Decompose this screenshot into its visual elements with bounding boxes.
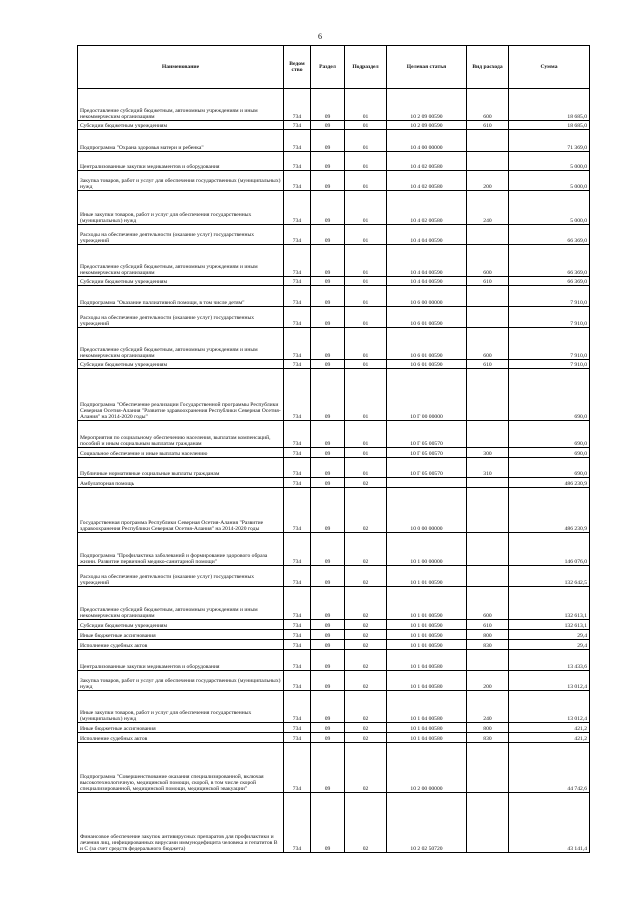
row-section: 09 <box>311 458 345 478</box>
row-name <box>78 369 284 421</box>
row-expense-type: 610 <box>467 360 509 369</box>
row-department: 734 <box>284 691 311 723</box>
row-name <box>78 478 284 488</box>
table-row <box>78 723 590 733</box>
row-sum: 421,2 <box>509 723 590 733</box>
row-section: 09 <box>311 478 345 488</box>
row-name-text: Подпрограмма "Охрана здоровья матери и ребенка" <box>80 144 204 151</box>
table-row <box>78 369 590 421</box>
row-name <box>78 458 284 478</box>
row-department: 734 <box>284 328 311 360</box>
table-row <box>78 421 590 448</box>
table-row <box>78 587 590 620</box>
row-sum: 29,4 <box>509 640 590 650</box>
row-expense-type <box>467 225 509 245</box>
row-name-text: Предоставление субсидий бюджетным, автономным учреждениям и иным некоммерческим организациям <box>80 107 258 120</box>
row-department: 734 <box>284 587 311 620</box>
row-name <box>78 245 284 277</box>
row-section: 09 <box>311 307 345 328</box>
row-department: 734 <box>284 566 311 587</box>
row-section: 09 <box>311 650 345 671</box>
table-row <box>78 225 590 245</box>
row-department: 734 <box>284 130 311 152</box>
row-department: 734 <box>284 369 311 421</box>
row-target-item: 10 4 04 00590 <box>387 225 467 245</box>
row-sum: 5 000,0 <box>509 152 590 171</box>
table-row <box>78 533 590 566</box>
header-section: Раздел <box>311 46 345 89</box>
row-name <box>78 723 284 733</box>
row-name-text: Иные бюджетные ассигнования <box>80 632 156 639</box>
row-target-item: 10 4 00 00000 <box>387 130 467 152</box>
row-sum: 71 369,0 <box>509 130 590 152</box>
row-subsection: 02 <box>345 671 387 691</box>
row-target-item: 10 4 02 00580 <box>387 191 467 225</box>
row-name-text: Амбулаторная помощь <box>80 480 135 487</box>
row-name <box>78 793 284 853</box>
row-name <box>78 671 284 691</box>
row-section: 09 <box>311 723 345 733</box>
row-target-item: 10 0 00 00000 <box>387 488 467 533</box>
row-name-text: Расходы на обеспечение деятельности (оказание услуг) государственных учреждений <box>80 573 255 586</box>
table-row <box>78 286 590 307</box>
row-target-item: 10 Г 05 00570 <box>387 448 467 458</box>
row-name <box>78 121 284 130</box>
row-sum: 43 141,4 <box>509 793 590 853</box>
header-subsection: Подраздел <box>345 46 387 89</box>
row-target-item: 10 1 04 00580 <box>387 671 467 691</box>
row-target-item: 10 4 04 00590 <box>387 245 467 277</box>
row-name <box>78 307 284 328</box>
row-subsection: 02 <box>345 478 387 488</box>
row-subsection: 01 <box>345 458 387 478</box>
row-name-text: Исполнение судебных актов <box>80 735 148 742</box>
row-subsection: 01 <box>345 369 387 421</box>
row-department: 734 <box>284 533 311 566</box>
row-name-text: Субсидии бюджетным учреждениям <box>80 361 168 368</box>
row-target-item: 10 6 01 00590 <box>387 328 467 360</box>
row-expense-type <box>467 566 509 587</box>
row-section: 09 <box>311 566 345 587</box>
table-row <box>78 488 590 533</box>
row-target-item: 10 1 04 00580 <box>387 691 467 723</box>
row-section: 09 <box>311 620 345 630</box>
row-name-text: Подпрограмма "Обеспечение реализации Государственной программы Республики Северная Осетия-Алания "Развитие здравоохранения Республики Северная Осетия-Алания" на 2014-2020 годы" <box>80 401 281 420</box>
row-target-item: 10 1 01 00590 <box>387 640 467 650</box>
row-name <box>78 448 284 458</box>
table-row <box>78 277 590 286</box>
row-section: 09 <box>311 640 345 650</box>
table-row <box>78 360 590 369</box>
row-sum: 421,2 <box>509 733 590 743</box>
row-name <box>78 630 284 640</box>
row-subsection: 02 <box>345 691 387 723</box>
row-target-item: 10 4 04 00590 <box>387 277 467 286</box>
row-target-item: 10 Г 05 00570 <box>387 458 467 478</box>
row-section: 09 <box>311 793 345 853</box>
table-row <box>78 630 590 640</box>
row-target-item: 10 2 00 00000 <box>387 743 467 793</box>
row-name-text: Централизованные закупки медикаментов и оборудования <box>80 663 220 670</box>
row-subsection: 01 <box>345 421 387 448</box>
row-target-item: 10 6 01 00590 <box>387 307 467 328</box>
row-expense-type <box>467 369 509 421</box>
row-expense-type: 610 <box>467 121 509 130</box>
row-target-item: 10 1 01 00590 <box>387 630 467 640</box>
row-target-item: 10 2 09 00590 <box>387 121 467 130</box>
row-subsection: 01 <box>345 191 387 225</box>
row-sum: 690,0 <box>509 458 590 478</box>
row-section: 09 <box>311 152 345 171</box>
row-name-text: Иные бюджетные ассигнования <box>80 725 156 732</box>
row-target-item: 10 1 00 00000 <box>387 533 467 566</box>
row-department: 734 <box>284 640 311 650</box>
row-name-text: Субсидии бюджетным учреждениям <box>80 622 168 629</box>
row-sum: 690,0 <box>509 448 590 458</box>
row-name-text: Субсидии бюджетным учреждениям <box>80 122 168 129</box>
row-section: 09 <box>311 691 345 723</box>
row-name-text: Предоставление субсидий бюджетным, автономным учреждениям и иным некоммерческим организациям <box>80 606 258 619</box>
row-name-text: Закупка товаров, работ и услуг для обеспечения государственных (муниципальных) нужд <box>80 677 281 690</box>
row-expense-type: 600 <box>467 89 509 121</box>
header-department: Ведом ство <box>284 46 311 89</box>
row-subsection: 01 <box>345 171 387 191</box>
row-section: 09 <box>311 89 345 121</box>
row-section: 09 <box>311 630 345 640</box>
row-section: 09 <box>311 171 345 191</box>
row-department: 734 <box>284 121 311 130</box>
row-expense-type: 600 <box>467 587 509 620</box>
row-name-text: Иные закупки товаров, работ и услуг для обеспечения государственных (муниципальных) нужд <box>80 709 252 722</box>
table-row <box>78 793 590 853</box>
row-expense-type: 830 <box>467 733 509 743</box>
row-section: 09 <box>311 191 345 225</box>
row-name <box>78 152 284 171</box>
row-subsection: 01 <box>345 245 387 277</box>
row-department: 734 <box>284 286 311 307</box>
row-section: 09 <box>311 587 345 620</box>
row-section: 09 <box>311 488 345 533</box>
row-name <box>78 191 284 225</box>
row-department: 734 <box>284 225 311 245</box>
row-subsection: 02 <box>345 793 387 853</box>
row-name-text: Централизованные закупки медикаментов и оборудования <box>80 163 220 170</box>
row-name-text: Предоставление субсидий бюджетным, автономным учреждениям и иным некоммерческим организациям <box>80 263 258 276</box>
row-target-item: 10 6 01 00590 <box>387 360 467 369</box>
row-subsection: 01 <box>345 328 387 360</box>
row-department: 734 <box>284 723 311 733</box>
row-expense-type <box>467 650 509 671</box>
row-department: 734 <box>284 733 311 743</box>
row-department: 734 <box>284 793 311 853</box>
row-expense-type <box>467 421 509 448</box>
row-subsection: 01 <box>345 121 387 130</box>
row-expense-type <box>467 793 509 853</box>
row-department: 734 <box>284 152 311 171</box>
table-row <box>78 191 590 225</box>
row-subsection: 01 <box>345 307 387 328</box>
row-subsection: 01 <box>345 225 387 245</box>
row-department: 734 <box>284 458 311 478</box>
row-target-item: 10 4 02 00580 <box>387 171 467 191</box>
row-sum: 13 012,4 <box>509 671 590 691</box>
row-name-text: Иные закупки товаров, работ и услуг для обеспечения государственных (муниципальных) нужд <box>80 211 252 224</box>
table-row <box>78 640 590 650</box>
row-department: 734 <box>284 245 311 277</box>
row-sum: 7 910,0 <box>509 328 590 360</box>
row-name <box>78 620 284 630</box>
row-expense-type: 800 <box>467 630 509 640</box>
row-target-item: 10 1 04 00580 <box>387 723 467 733</box>
table-row <box>78 245 590 277</box>
row-name <box>78 421 284 448</box>
table-header-row <box>78 46 590 89</box>
row-section: 09 <box>311 421 345 448</box>
row-department: 734 <box>284 620 311 630</box>
row-expense-type: 300 <box>467 448 509 458</box>
row-section: 09 <box>311 671 345 691</box>
row-name-text: Закупка товаров, работ и услуг для обеспечения государственных (муниципальных) нужд <box>80 177 281 190</box>
row-expense-type <box>467 743 509 793</box>
row-subsection: 01 <box>345 360 387 369</box>
row-sum: 146 076,0 <box>509 533 590 566</box>
row-expense-type <box>467 533 509 566</box>
row-name-text: Исполнение судебных актов <box>80 642 148 649</box>
row-subsection: 02 <box>345 488 387 533</box>
row-name-text: Публичные нормативные социальные выплаты гражданам <box>80 470 220 477</box>
row-sum: 486 230,9 <box>509 478 590 488</box>
row-name-text: Финансовое обеспечение закупок антивирусных препаратов для профилактики и лечения лиц, инфицированных вирусами иммунодефицита человека и гепатитов В и С (за счет средств федерального бюджета) <box>80 833 278 852</box>
row-expense-type <box>467 152 509 171</box>
header-target-item: Целевая статья <box>387 46 467 89</box>
row-sum: 13 433,6 <box>509 650 590 671</box>
row-subsection: 02 <box>345 620 387 630</box>
row-subsection: 02 <box>345 640 387 650</box>
row-subsection: 02 <box>345 566 387 587</box>
row-expense-type <box>467 307 509 328</box>
row-expense-type: 240 <box>467 191 509 225</box>
row-sum: 5 000,0 <box>509 171 590 191</box>
row-expense-type: 800 <box>467 723 509 733</box>
budget-table <box>77 45 590 853</box>
row-subsection: 02 <box>345 723 387 733</box>
row-expense-type <box>467 478 509 488</box>
row-expense-type <box>467 488 509 533</box>
row-name <box>78 328 284 360</box>
table-row <box>78 566 590 587</box>
row-expense-type: 610 <box>467 620 509 630</box>
row-expense-type: 200 <box>467 171 509 191</box>
row-subsection: 02 <box>345 587 387 620</box>
row-expense-type: 310 <box>467 458 509 478</box>
row-name-text: Подпрограмма "Совершенствование оказания специализированной, включая высокотехнологичную, медицинской помощи, скорой, в том числе скорой специализированной, медицинской помощи, медицинской эвакуации" <box>80 773 264 792</box>
row-sum: 66 369,0 <box>509 225 590 245</box>
row-target-item: 10 1 01 00590 <box>387 587 467 620</box>
header-name: Наименование <box>78 46 284 89</box>
row-name <box>78 277 284 286</box>
row-target-item <box>387 478 467 488</box>
row-section: 09 <box>311 225 345 245</box>
row-section: 09 <box>311 245 345 277</box>
row-sum: 132 613,1 <box>509 587 590 620</box>
row-sum: 18 685,0 <box>509 89 590 121</box>
table-row <box>78 121 590 130</box>
row-name-text: Социальное обеспечение и иные выплаты населению <box>80 450 208 457</box>
row-expense-type: 240 <box>467 691 509 723</box>
table-row <box>78 152 590 171</box>
row-sum: 690,0 <box>509 421 590 448</box>
row-target-item: 10 2 09 00590 <box>387 89 467 121</box>
row-name <box>78 171 284 191</box>
row-section: 09 <box>311 277 345 286</box>
row-sum: 44 742,6 <box>509 743 590 793</box>
table-row <box>78 171 590 191</box>
row-sum: 132 642,5 <box>509 566 590 587</box>
table-row <box>78 448 590 458</box>
row-target-item: 10 6 00 00000 <box>387 286 467 307</box>
row-name <box>78 587 284 620</box>
row-sum: 690,0 <box>509 369 590 421</box>
row-department: 734 <box>284 421 311 448</box>
header-sum: Сумма <box>509 46 590 89</box>
row-department: 734 <box>284 488 311 533</box>
row-section: 09 <box>311 733 345 743</box>
row-department: 734 <box>284 171 311 191</box>
row-name <box>78 743 284 793</box>
row-name <box>78 89 284 121</box>
row-sum: 66 369,0 <box>509 245 590 277</box>
row-expense-type: 200 <box>467 671 509 691</box>
row-department: 734 <box>284 671 311 691</box>
row-sum: 7 910,0 <box>509 360 590 369</box>
row-subsection: 01 <box>345 89 387 121</box>
row-department: 734 <box>284 191 311 225</box>
table-row <box>78 743 590 793</box>
row-section: 09 <box>311 360 345 369</box>
row-name <box>78 360 284 369</box>
row-target-item: 10 1 01 00590 <box>387 620 467 630</box>
row-subsection: 02 <box>345 630 387 640</box>
row-expense-type: 600 <box>467 328 509 360</box>
row-sum: 66 369,0 <box>509 277 590 286</box>
table-row <box>78 671 590 691</box>
row-target-item: 10 1 01 00590 <box>387 566 467 587</box>
table-row <box>78 733 590 743</box>
row-name <box>78 691 284 723</box>
row-name-text: Мероприятия по социальному обеспечению населения, выплатам компенсаций, пособий и иным социальным выплатам гражданам <box>80 434 271 447</box>
row-expense-type: 600 <box>467 245 509 277</box>
row-expense-type <box>467 130 509 152</box>
header-expense-type: Вид расхода <box>467 46 509 89</box>
row-section: 09 <box>311 448 345 458</box>
row-name <box>78 130 284 152</box>
row-name <box>78 286 284 307</box>
table-row <box>78 130 590 152</box>
table-row <box>78 89 590 121</box>
row-department: 734 <box>284 478 311 488</box>
row-sum: 5 000,0 <box>509 191 590 225</box>
row-target-item: 10 1 04 00580 <box>387 650 467 671</box>
row-name-text: Субсидии бюджетным учреждениям <box>80 278 168 285</box>
row-subsection: 02 <box>345 533 387 566</box>
row-subsection: 02 <box>345 743 387 793</box>
table-row <box>78 691 590 723</box>
row-name <box>78 640 284 650</box>
row-section: 09 <box>311 328 345 360</box>
row-name <box>78 533 284 566</box>
row-name <box>78 733 284 743</box>
row-section: 09 <box>311 743 345 793</box>
table-row <box>78 650 590 671</box>
row-subsection: 01 <box>345 286 387 307</box>
row-subsection: 02 <box>345 733 387 743</box>
row-department: 734 <box>284 277 311 286</box>
row-expense-type: 610 <box>467 277 509 286</box>
row-department: 734 <box>284 630 311 640</box>
row-department: 734 <box>284 89 311 121</box>
row-name-text: Подпрограмма "Оказание паллиативной помощи, в том числе детям" <box>80 299 245 306</box>
table-row <box>78 458 590 478</box>
page-number: 6 <box>318 32 322 41</box>
row-sum: 7 910,0 <box>509 286 590 307</box>
row-section: 09 <box>311 286 345 307</box>
row-name-text: Предоставление субсидий бюджетным, автономным учреждениям и иным некоммерческим организациям <box>80 346 258 359</box>
row-target-item: 10 2 02 50720 <box>387 793 467 853</box>
row-department: 734 <box>284 650 311 671</box>
row-sum: 132 613,1 <box>509 620 590 630</box>
row-name-text: Расходы на обеспечение деятельности (оказание услуг) государственных учреждений <box>80 314 255 327</box>
row-expense-type <box>467 286 509 307</box>
row-name-text: Государственная программа Республики Северная Осетия-Алания "Развитие здравоохранения Республики Северная Осетия-Алания" на 2014-2020 годы <box>80 519 264 532</box>
row-target-item: 10 1 04 00580 <box>387 733 467 743</box>
table-row <box>78 478 590 488</box>
row-name <box>78 225 284 245</box>
row-sum: 486 230,9 <box>509 488 590 533</box>
row-section: 09 <box>311 130 345 152</box>
row-target-item: 10 4 02 00580 <box>387 152 467 171</box>
table-row <box>78 328 590 360</box>
row-section: 09 <box>311 121 345 130</box>
row-target-item: 10 Г 00 00000 <box>387 369 467 421</box>
row-subsection: 01 <box>345 448 387 458</box>
row-name <box>78 488 284 533</box>
row-department: 734 <box>284 743 311 793</box>
row-expense-type: 830 <box>467 640 509 650</box>
row-subsection: 02 <box>345 650 387 671</box>
row-name-text: Расходы на обеспечение деятельности (оказание услуг) государственных учреждений <box>80 231 255 244</box>
row-section: 09 <box>311 369 345 421</box>
row-sum: 7 910,0 <box>509 307 590 328</box>
row-target-item: 10 Г 05 00570 <box>387 421 467 448</box>
row-subsection: 01 <box>345 152 387 171</box>
row-subsection: 01 <box>345 277 387 286</box>
row-sum: 18 685,0 <box>509 121 590 130</box>
row-department: 734 <box>284 307 311 328</box>
row-department: 734 <box>284 360 311 369</box>
row-name <box>78 650 284 671</box>
row-name <box>78 566 284 587</box>
row-sum: 29,4 <box>509 630 590 640</box>
row-section: 09 <box>311 533 345 566</box>
table-row <box>78 307 590 328</box>
row-department: 734 <box>284 448 311 458</box>
row-name-text: Подпрограмма "Профилактика заболеваний и формирование здорового образа жизни. Развитие первичной медико-санитарной помощи" <box>80 552 268 565</box>
row-subsection: 01 <box>345 130 387 152</box>
row-sum: 13 012,4 <box>509 691 590 723</box>
table-row <box>78 620 590 630</box>
